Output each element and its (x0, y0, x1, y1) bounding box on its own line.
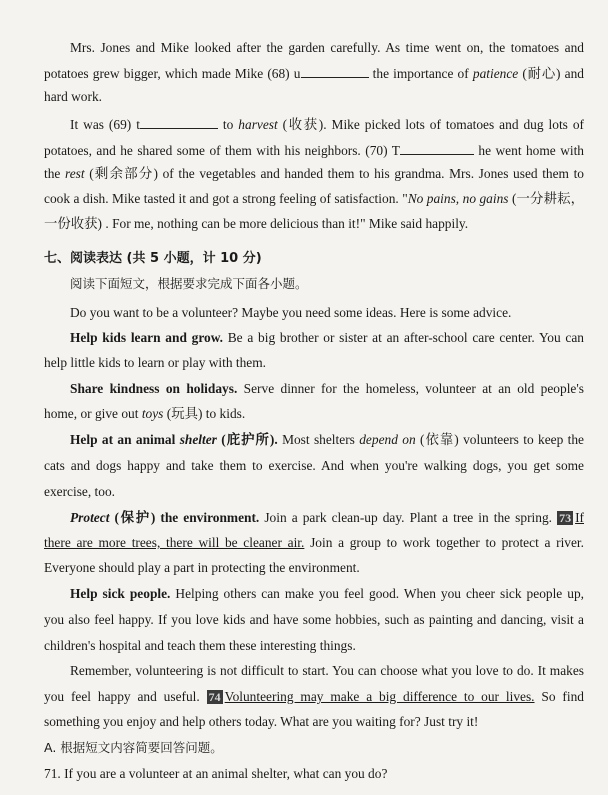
passage-e-line-3: children's hospital and teach them these interesting things. (44, 638, 356, 653)
question-mark-73: 73 (559, 511, 572, 525)
passage-d-line-1: Protect (保护) the environment. Join a park clean-up day. Plant a tree in the spring. 73 If (70, 510, 584, 525)
p2-line-2: potatoes, and he shared some of them with his neighbors. (70) T he went home with (44, 143, 585, 158)
question-mark-74: 74 (208, 690, 221, 704)
passage-b-line-2: home, or give out toys (玩具) to kids. (44, 406, 246, 421)
passage-e-line-2: you also feel happy. If you love kids and have some hobbies, such as painting and dancing, visit a (44, 612, 584, 627)
passage-d-line-3: Everyone should play a part in protecting the environment. (44, 560, 360, 575)
passage-e-line-1: Help sick people. Helping others can make you feel good. When you cheer sick people up, (70, 586, 584, 601)
p2-line-1: It was (69) t to harvest (收获). Mike picked lots of tomatoes and dug lots of (70, 117, 584, 132)
passage-f-line-2: you feel happy and useful. 74 Volunteering may make a big difference to our lives. So find (44, 689, 584, 704)
section-instruction: 阅读下面短文，根据要求完成下面各小题。 (70, 276, 308, 291)
passage-c-line-3: exercise, too. (44, 484, 116, 499)
passage-b-line-1: Share kindness on holidays. Serve dinner for the homeless, volunteer at an old people's (70, 381, 584, 396)
p2-line-4: cook a dish. Mike tasted it and got a strong feeling of satisfaction. "No pains, no gains (一分耕耘， (44, 191, 584, 206)
p1-line-2: potatoes grew bigger, which made Mike (68) u the importance of patience (耐心) and (44, 66, 585, 81)
part-a-heading: A. 根据短文内容简要回答问题。 (44, 740, 223, 755)
p1-line-1: Mrs. Jones and Mike looked after the garden carefully. As time went on, the tomatoes and (70, 40, 584, 55)
blank-69[interactable] (140, 116, 218, 129)
passage-f-line-1: Remember, volunteering is not difficult to start. You can choose what you love to do. It makes (70, 663, 584, 678)
blank-68[interactable] (301, 65, 369, 78)
passage-intro: Do you want to be a volunteer? Maybe you need some ideas. Here is some advice. (70, 305, 512, 320)
p2-line-3: the rest (剩余部分) of the vegetables and handed them to his grandma. Mrs. Jones used them to (44, 166, 584, 181)
question-71: 71. If you are a volunteer at an animal shelter, what can you do? (44, 766, 388, 781)
passage-a-line-1: Help kids learn and grow. Be a big brother or sister at an after-school care center. You can (70, 330, 584, 345)
passage-d-line-2: there are more trees, there will be cleaner air. Join a group to work together to protect a river. (44, 535, 584, 550)
p2-line-5: 一份收获) . For me, nothing can be more delicious than it!" Mike said happily. (44, 216, 469, 231)
section-heading: 七、阅读表达 (共 5 小题，计 10 分) (44, 251, 262, 266)
p1-line-3: hard work. (44, 89, 103, 104)
passage-c-line-2: cats and dogs happy and take them to exercise. And when you're walking dogs, you get some (44, 458, 584, 473)
passage-f-line-3: something you enjoy and help others today. What are you waiting for? Just try it! (44, 714, 479, 729)
passage-a-line-2: help little kids to learn or play with them. (44, 355, 267, 370)
passage-c-line-1: Help at an animal shelter (庇护所). Most shelters depend on (依靠) volunteers to keep the (70, 432, 584, 447)
blank-70[interactable] (400, 142, 474, 155)
